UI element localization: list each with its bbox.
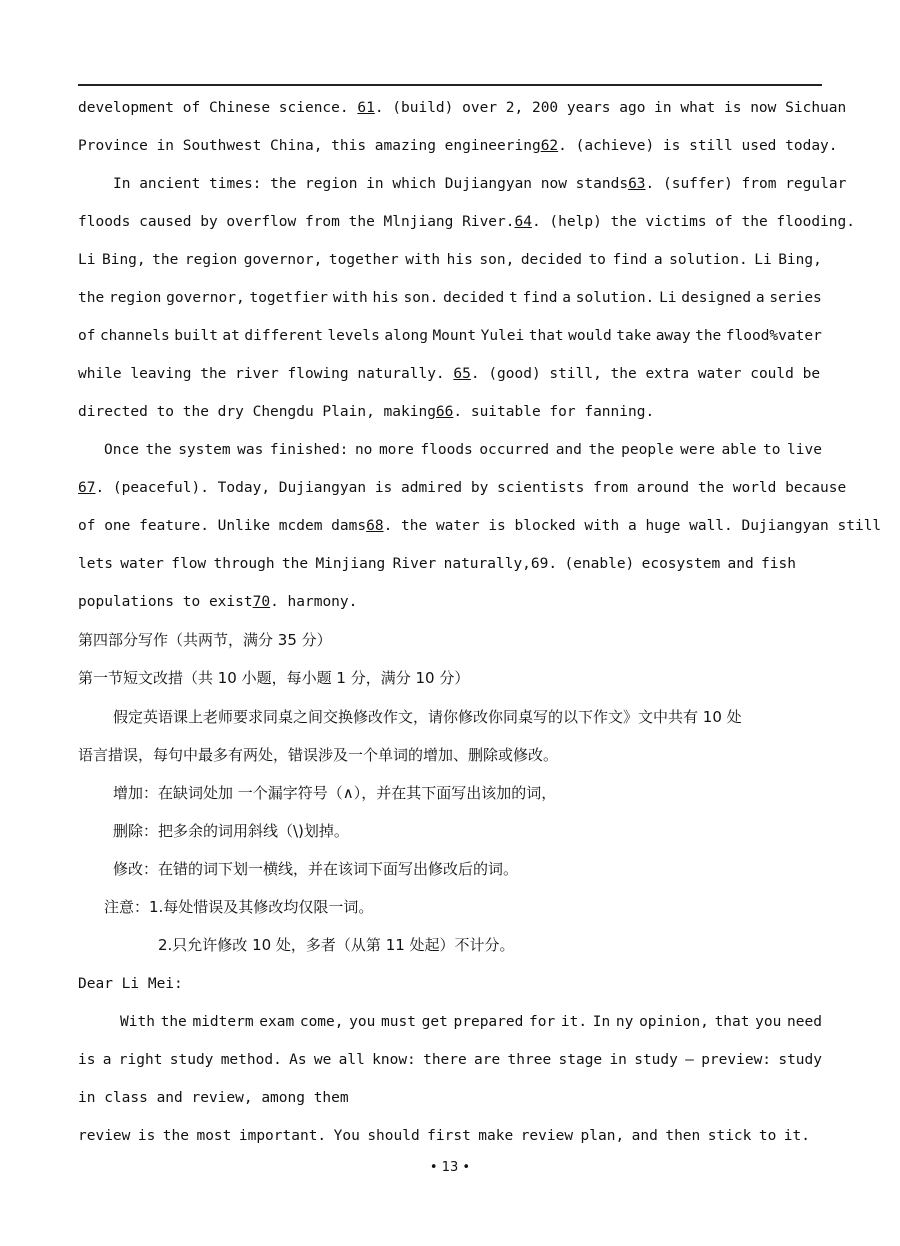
page-number: • 13 • xyxy=(429,1160,471,1175)
letter-line-4: review is the most important. You should first make review plan, and then stick to it. xyxy=(78,1128,810,1144)
passage-line-2: Province in Southwest China, this amazing engineering 62 . (achieve) is still used today. xyxy=(78,138,838,154)
letter-line-3: in class and review, among them xyxy=(78,1090,349,1106)
passage-line-7: of channels built at different levels along Mount Yulei that would take away the flood%vater xyxy=(78,328,822,344)
section-heading: 第四部分写作（共两节，满分 35 分） xyxy=(78,631,332,649)
passage-line-8: while leaving the river flowing naturally. 65 . (good) still, the extra water could be xyxy=(78,366,821,382)
letter-greeting: Dear Li Mei: xyxy=(78,976,183,992)
passage-line-14: populations to exist70. harmony. xyxy=(78,594,358,610)
instruction-line-2: 语言措误，每句中最多有两处，错误涉及一个单词的增加、删除或修改。 xyxy=(78,746,559,764)
top-rule xyxy=(78,84,822,86)
passage-line-10: Once the system was finished: no more floods occurred and the people were able to live xyxy=(104,442,822,458)
passage-line-6: the region governor, togetfier with his son. decided t find a solution. Li designed a series xyxy=(78,290,822,306)
section-subheading: 第一节短文改措（共 10 小题，每小题 1 分，满分 10 分） xyxy=(78,669,470,687)
passage-line-12: of one feature. Unlike mcdem dams 68 . the water is blocked with a huge wall. Dujiangyan still xyxy=(78,518,882,534)
passage-line-13: lets water flow through the Minjiang River naturally,69. (enable) ecosystem and fish xyxy=(78,556,796,572)
passage-line-5: Li Bing, the region governor, together with his son, decided to find a solution. Li Bing, xyxy=(78,252,822,268)
passage-line-1: development of Chinese science. 61 . (build) over 2, 200 years ago in what is now Sichuan xyxy=(78,100,847,116)
passage-line-9: directed to the dry Chengdu Plain, making66. suitable for fanning. xyxy=(78,404,655,420)
note-1: 注意：1.每处惜误及其修改均仅限一词。 xyxy=(104,898,374,916)
note-2: 2.只允许修改 10 处，多者（从第 11 处起）不计分。 xyxy=(158,936,515,954)
passage-line-3: In ancient times: the region in which Dujiangyan now stands 63 . (suffer) from regular xyxy=(113,176,847,192)
rule-modify: 修改：在错的词下划一横线，并在该词下面写出修改后的词。 xyxy=(113,860,519,878)
rule-delete: 删除：把多余的词用斜线（\)划掉。 xyxy=(113,822,349,840)
passage-line-4: floods caused by overflow from the Mlnjiang River. 64 . (help) the victims of the flooding. xyxy=(78,214,855,230)
rule-add: 增加：在缺词处加 一个漏字符号（∧），并在其下面写出该加的词， xyxy=(113,784,557,802)
letter-line-1: With the midterm exam come, you must get prepared for it. In ny opinion, that you need xyxy=(120,1014,822,1030)
letter-line-2: is a right study method. As we all know: there are three stage in study — preview: study xyxy=(78,1052,822,1068)
instruction-line-1: 假定英语课上老师要求同桌之间交换修改作文，请你修改你同桌写的以下作文》文中共有 10 处 xyxy=(113,708,742,726)
passage-line-11: 67 . (peaceful). Today, Dujiangyan is admired by scientists from around the world because xyxy=(78,480,847,496)
